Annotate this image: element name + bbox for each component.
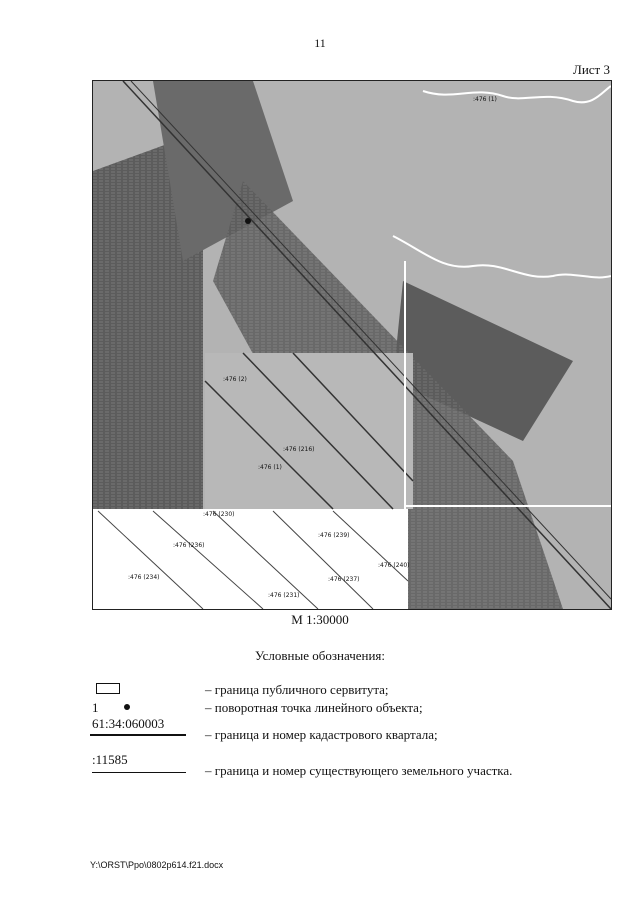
map-label: :476 (236) — [173, 542, 205, 549]
cadastral-map — [92, 80, 612, 610]
map-label: :476 (1) — [473, 96, 497, 103]
legend-text-turn-point: – поворотная точка линейного объекта; — [205, 700, 423, 715]
page-number: 11 — [314, 36, 326, 50]
turn-point-marker — [245, 218, 251, 224]
file-path-footer: Y:\ORST\Ppo\0802p614.f21.docx — [90, 860, 224, 870]
map-label: :476 (216) — [283, 446, 315, 453]
white-parcel-southwest — [93, 509, 408, 609]
map-label: :476 (1) — [258, 464, 282, 471]
legend-symbol-point-number: 1 — [92, 700, 99, 715]
map-label: :476 (240) — [378, 562, 410, 569]
legend-symbol-parcel-number: :11585 — [92, 752, 128, 767]
map-label: :476 (230) — [203, 511, 235, 518]
map-label: :476 (239) — [318, 532, 350, 539]
legend-text-cadastral-quarter: – граница и номер кадастрового квартала; — [205, 727, 438, 742]
legend-title: Условные обозначения: — [254, 648, 386, 663]
legend-text-land-parcel: – граница и номер существующего земельного участка. — [205, 763, 513, 778]
map-svg — [93, 81, 611, 609]
sheet-label: Лист 3 — [573, 62, 610, 77]
map-scale: М 1:30000 — [291, 612, 349, 627]
land-parcel-line-symbol — [92, 772, 186, 773]
map-label: :476 (234) — [128, 574, 160, 581]
legend-symbol-quarter-number: 61:34:060003 — [92, 716, 165, 731]
map-label: :476 (237) — [328, 576, 360, 583]
legend-text-servitude: – граница публичного сервитута; — [205, 682, 389, 697]
turn-point-symbol — [124, 704, 130, 710]
map-label: :476 (231) — [268, 592, 300, 599]
servitude-boundary-symbol — [96, 683, 120, 694]
map-label: :476 (2) — [223, 376, 247, 383]
cadastral-quarter-line-symbol — [90, 734, 186, 736]
